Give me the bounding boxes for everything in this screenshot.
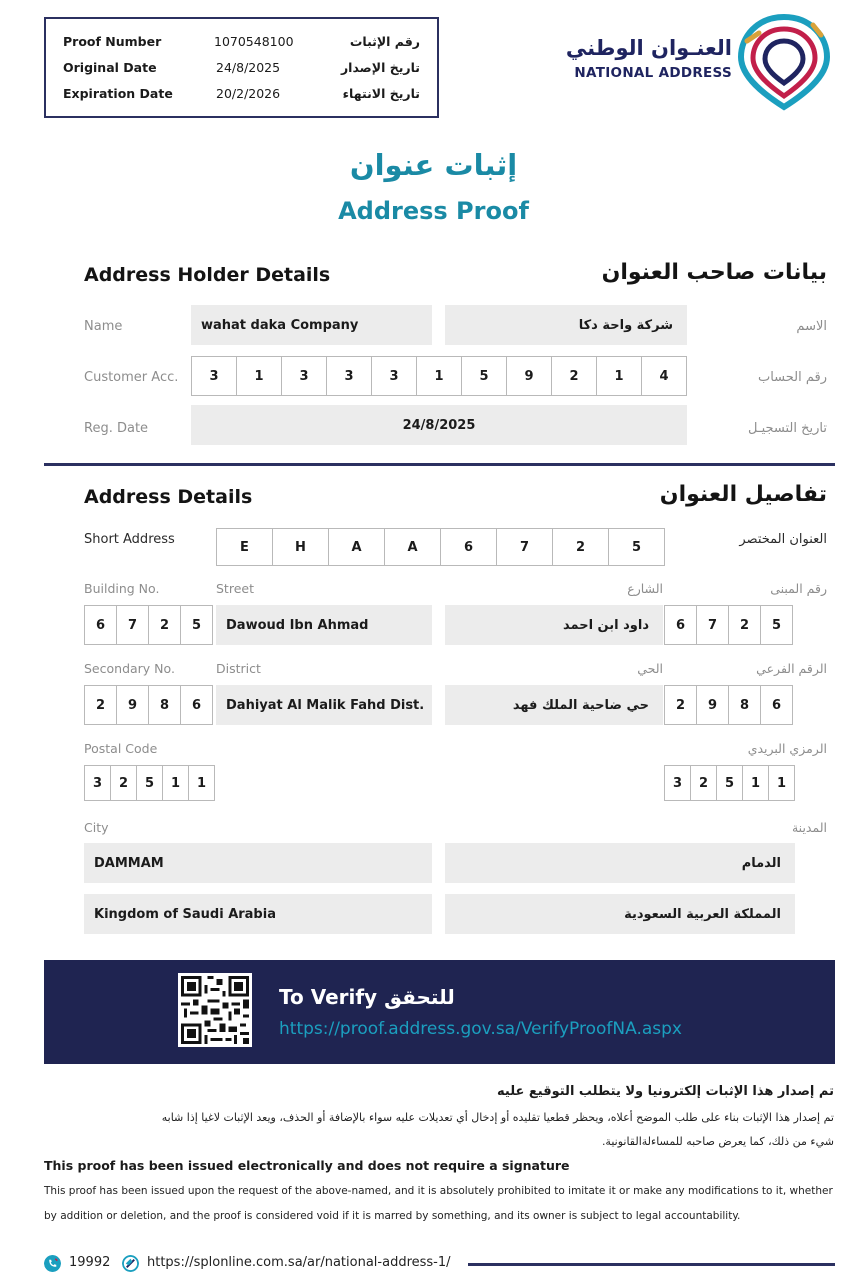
expiration-date-value: 20/2/2026 (216, 86, 281, 101)
postal-digit: 5 (716, 765, 743, 801)
notice-title-ar: تم إصدار هذا الإثبات إلكترونيا ولا يتطلب التوقيع عليه (497, 1084, 834, 1099)
account-digit: 4 (641, 356, 687, 396)
secondary-digit: 8 (148, 685, 181, 725)
district-label: District (216, 661, 261, 676)
expiration-date-row (46, 86, 437, 106)
secondary-digits-en (84, 685, 213, 725)
postal-digit: 3 (84, 765, 111, 801)
expiration-date-label-ar: تاريخ الانتهاء (342, 86, 420, 101)
proof-number-label-ar: رقم الإثبات (349, 34, 420, 49)
short-address-label: Short Address (84, 532, 175, 547)
footer-phone[interactable]: 19992 (69, 1255, 111, 1270)
verify-banner (44, 960, 835, 1064)
postal-label: Postal Code (84, 741, 158, 756)
postal-digit: 2 (110, 765, 137, 801)
secondary-digit: 9 (116, 685, 149, 725)
city-en-field: DAMMAM (84, 843, 432, 883)
web-icon[interactable] (122, 1255, 139, 1272)
account-label-ar: رقم الحساب (757, 370, 827, 385)
account-digit: 3 (281, 356, 327, 396)
building-digit: 7 (696, 605, 729, 645)
country-ar-field: المملكة العربية السعودية (445, 894, 795, 934)
account-digits (191, 356, 687, 396)
city-ar-field: الدمام (445, 843, 795, 883)
reg-date-label-ar: تاريخ التسجيـل (747, 421, 827, 436)
notice-body-en-line1: This proof has been issued upon the request of the above-named, and it is absolutely prohibited to imitate it or make any modifications to it, whether (44, 1185, 833, 1197)
phone-icon[interactable] (44, 1255, 61, 1272)
secondary-digits-ar (664, 685, 793, 725)
address-heading-ar: تفاصيل العنوان (659, 482, 827, 507)
building-label-ar: رقم المبنى (770, 581, 827, 596)
original-date-label-ar: تاريخ الإصدار (340, 60, 420, 75)
short-address-char: 6 (440, 528, 497, 566)
account-label: Customer Acc. (84, 370, 179, 385)
page-title-ar: إثبات عنوان (349, 148, 518, 182)
account-digit: 2 (551, 356, 597, 396)
secondary-digit: 9 (696, 685, 729, 725)
secondary-digit: 8 (728, 685, 761, 725)
country-en-field: Kingdom of Saudi Arabia (84, 894, 432, 934)
name-ar-field: شركة واحة دكا (445, 305, 687, 345)
city-label: City (84, 820, 109, 835)
reg-date-field: 24/8/2025 (191, 405, 687, 445)
notice-body-ar-line1: تم إصدار هذا الإثبات بناء على طلب الموضح أعلاه، ويحظر قطعيا تقليده أو إدخال أي تعديلات عليه سواء بالإضافة أو الحذف، ويعد الإثبات لاغيا إذا شابه (161, 1111, 834, 1124)
city-label-ar: المدينة (791, 820, 827, 835)
proof-number-value: 1070548100 (214, 34, 294, 49)
district-ar-field: حي ضاحية الملك فهد (445, 685, 663, 725)
short-address-chars (216, 528, 665, 566)
notice-body-ar-line2: شيء من ذلك، كما يعرض صاحبه للمساءلةالقانونية. (601, 1135, 834, 1148)
short-address-char: 5 (608, 528, 665, 566)
secondary-digit: 6 (760, 685, 793, 725)
short-address-char: 7 (496, 528, 553, 566)
district-label-ar: الحي (637, 661, 663, 676)
account-digit: 1 (416, 356, 462, 396)
page-title-en: Address Proof (338, 197, 529, 225)
address-heading-en: Address Details (84, 486, 253, 508)
account-digit: 1 (596, 356, 642, 396)
postal-digit: 2 (690, 765, 717, 801)
account-digit: 3 (191, 356, 237, 396)
postal-digit: 1 (162, 765, 189, 801)
building-digit: 5 (180, 605, 213, 645)
notice-title-en: This proof has been issued electronically and does not require a signature (44, 1158, 570, 1173)
building-digits-en (84, 605, 213, 645)
street-label: Street (216, 581, 254, 596)
name-label-ar: الاسم (796, 319, 827, 334)
reg-date-label: Reg. Date (84, 421, 149, 436)
building-label: Building No. (84, 581, 160, 596)
proof-number-label: Proof Number (63, 34, 162, 49)
secondary-label: Secondary No. (84, 661, 175, 676)
short-address-char: 2 (552, 528, 609, 566)
street-en-field: Dawoud Ibn Ahmad (216, 605, 432, 645)
postal-digits-en (84, 765, 215, 801)
district-en-field: Dahiyat Al Malik Fahd Dist. (216, 685, 432, 725)
short-address-char: H (272, 528, 329, 566)
account-digit: 3 (371, 356, 417, 396)
building-digit: 6 (664, 605, 697, 645)
account-digit: 1 (236, 356, 282, 396)
name-label: Name (84, 319, 123, 334)
short-address-label-ar: العنوان المختصر (739, 532, 827, 547)
account-digit: 9 (506, 356, 552, 396)
postal-digit: 1 (742, 765, 769, 801)
original-date-value: 24/8/2025 (216, 60, 281, 75)
building-digit: 5 (760, 605, 793, 645)
street-label-ar: الشارع (627, 581, 663, 596)
short-address-char: E (216, 528, 273, 566)
footer-url[interactable]: https://splonline.com.sa/ar/national-address-1/ (147, 1255, 451, 1270)
building-digit: 6 (84, 605, 117, 645)
holder-heading-ar: بيانات صاحب العنوان (601, 260, 827, 285)
qr-code-icon[interactable] (178, 973, 252, 1047)
national-address-logo-icon (735, 11, 833, 111)
postal-digits-ar (664, 765, 795, 801)
section-divider (44, 463, 835, 466)
building-digit: 2 (728, 605, 761, 645)
account-digit: 3 (326, 356, 372, 396)
building-digit: 2 (148, 605, 181, 645)
secondary-digit: 2 (664, 685, 697, 725)
street-ar-field: داود ابن احمد (445, 605, 663, 645)
expiration-date-label: Expiration Date (63, 86, 173, 101)
short-address-char: A (328, 528, 385, 566)
logo-title-en: NATIONAL ADDRESS (574, 65, 732, 81)
building-digit: 7 (116, 605, 149, 645)
postal-digit: 1 (188, 765, 215, 801)
footer-line (468, 1263, 835, 1266)
postal-digit: 5 (136, 765, 163, 801)
postal-digit: 1 (768, 765, 795, 801)
short-address-char: A (384, 528, 441, 566)
verify-title: To Verify للتحقق (279, 985, 455, 1009)
secondary-digit: 2 (84, 685, 117, 725)
logo-title-ar: العنـوان الوطني (565, 36, 732, 60)
original-date-row (46, 60, 437, 80)
name-en-field: wahat daka Company (191, 305, 432, 345)
secondary-label-ar: الرقم الفرعي (756, 661, 827, 676)
proof-info-box (44, 17, 439, 118)
original-date-label: Original Date (63, 60, 157, 75)
proof-number-row (46, 34, 437, 54)
verify-link[interactable]: https://proof.address.gov.sa/VerifyProofNA.aspx (279, 1019, 682, 1039)
notice-body-en-line2: by addition or deletion, and the proof is considered void if it is marred by something, and its owner is subject to legal accountability. (44, 1210, 741, 1222)
holder-heading-en: Address Holder Details (84, 264, 331, 286)
postal-digit: 3 (664, 765, 691, 801)
postal-label-ar: الرمزي البريدي (747, 741, 827, 756)
account-digit: 5 (461, 356, 507, 396)
building-digits-ar (664, 605, 793, 645)
secondary-digit: 6 (180, 685, 213, 725)
